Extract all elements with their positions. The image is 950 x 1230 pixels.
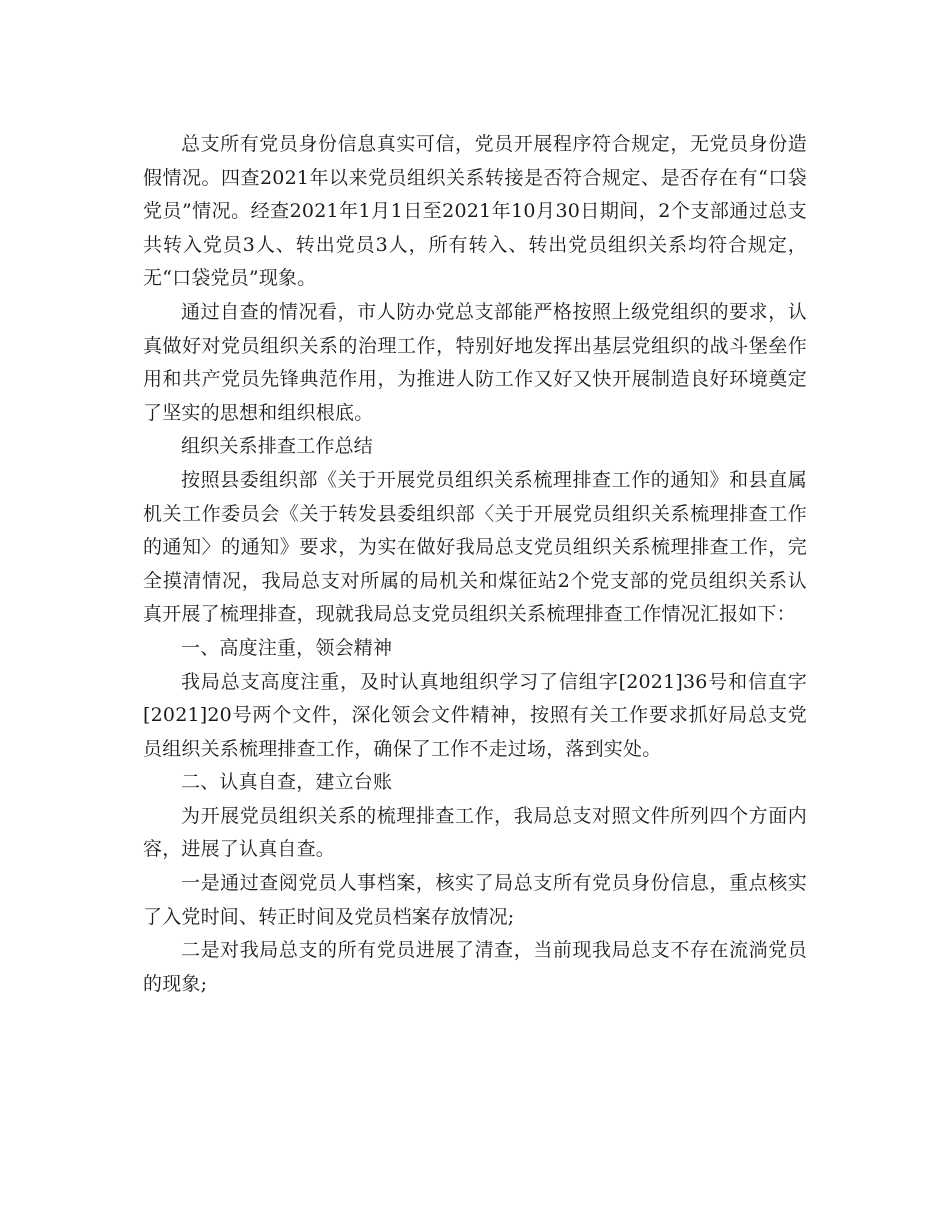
paragraph-section-two: 为开展党员组织关系的梳理排查工作，我局总支对照文件所列四个方面内容，进展了认真自查。: [143, 804, 807, 861]
paragraph-item-one: 一是通过查阅党员人事档案，核实了局总支所有党员身份信息，重点核实了入党时间、转正时间及党员档案存放情况;: [143, 872, 807, 928]
heading-section-two: 二、认真自查，建立台账: [181, 771, 393, 794]
paragraph-item-two: 二是对我局总支的所有党员进展了清查，当前现我局总支不存在流淌党员的现象;: [143, 939, 807, 995]
section-title: 组织关系排查工作总结: [181, 435, 374, 458]
heading-section-one: 一、高度注重，领会精神: [181, 636, 393, 659]
paragraph-introduction: 按照县委组织部《关于开展党员组织关系梳理排查工作的通知》和县直属机关工作委员会《关于转发县委组织部〈关于开展党员组织关系梳理排查工作的通知〉的通知》要求，为实在做好我局总支党员组织关系梳理排查工作，完全摸清情况，我局总支对所属的局机关和煤征站2个党支部的党员组织关系认真开展了梳理排查，现就我局总支党员组织关系梳理排查工作情况汇报如下：: [143, 468, 807, 626]
paragraph-party-identity-check: 总支所有党员身份信息真实可信，党员开展程序符合规定，无党员身份造假情况。四查2021年以来党员组织关系转接是否符合规定、是否存在有“口袋党员”情况。经查2021年1月1日至2021年10月30日期间，2个支部通过总支共转入党员3人、转出党员3人，所有转入、转出党员组织关系均符合规定，无“口袋党员”现象。: [143, 133, 807, 290]
paragraph-self-check-conclusion: 通过自查的情况看，市人防办党总支部能严格按照上级党组织的要求，认真做好对党员组织关系的治理工作，特别好地发挥出基层党组织的战斗堡垒作用和共产党员先锋典范作用，为推进人防工作又好又快开展制造良好环境奠定了坚实的思想和组织根底。: [143, 300, 807, 424]
paragraph-section-one: 我局总支高度注重，及时认真地组织学习了信组字[2021]36号和信直字[2021]20号两个文件，深化领会文件精神，按照有关工作要求抓好局总支党员组织关系梳理排查工作，确保了工作不走过场，落到实处。: [143, 670, 807, 760]
document-body: [143, 128, 807, 1001]
